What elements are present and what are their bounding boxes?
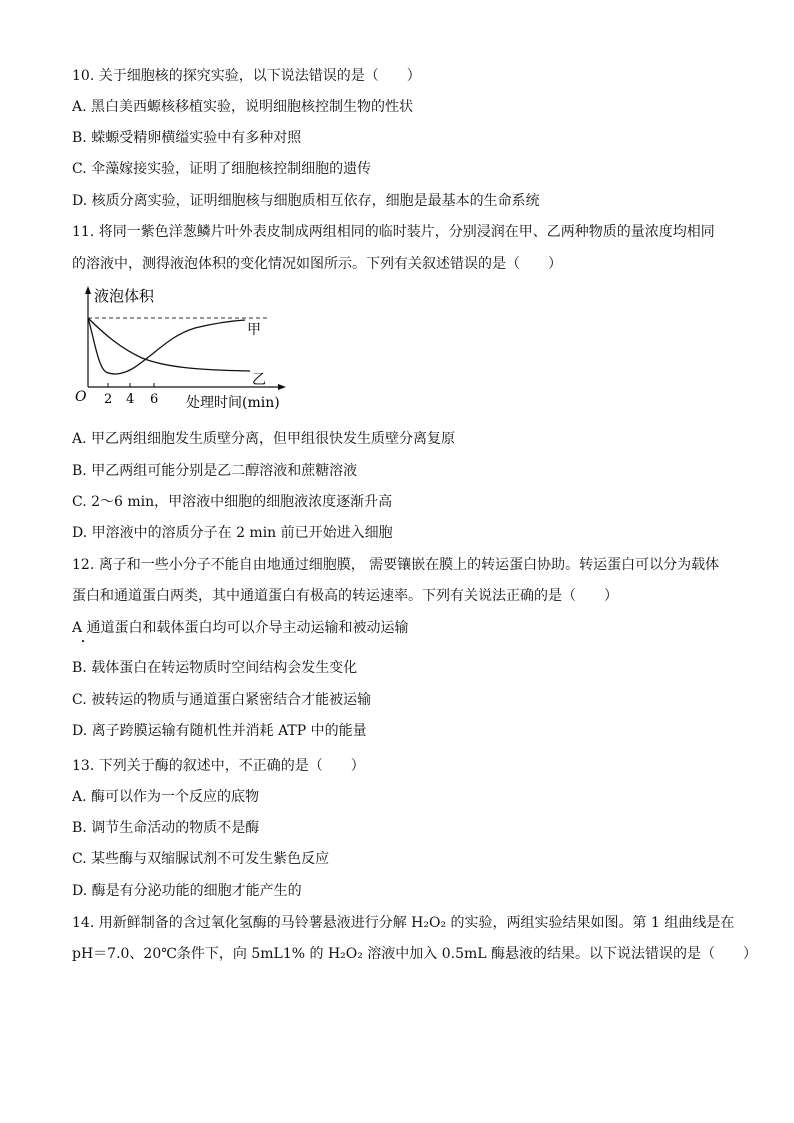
- q11-stem-line1: 11. 将同一紫色洋葱鳞片叶外表皮制成两组相同的临时装片，分别浸润在甲、乙两种物质的量浓度均相同: [72, 224, 715, 240]
- q11-stem-line2: 的溶液中，测得液泡体积的变化情况如图所示。下列有关叙述错误的是（ ）: [72, 256, 562, 272]
- q11-option-d: D. 甲溶液中的溶质分子在 2 min 前已开始进入细胞: [72, 525, 393, 541]
- q10-option-b: B. 蝾螈受精卵横缢实验中有多种对照: [72, 130, 302, 146]
- q10-option-d: D. 核质分离实验，证明细胞核与细胞质相互依存，细胞是最基本的生命系统: [72, 193, 540, 209]
- graph-ylabel: 液泡体积: [94, 287, 155, 305]
- tick-label-6: 6: [150, 392, 159, 407]
- q10-stem: 10. 关于细胞核的探究实验，以下说法错误的是（ ）: [72, 68, 421, 84]
- q13-option-a: A. 酶可以作为一个反应的底物: [72, 789, 260, 805]
- q12-stem-line1: 12. 离子和一些小分子不能自由地通过细胞膜， 需要镶嵌在膜上的转运蛋白协助。转运蛋白可以分为载体: [72, 557, 720, 573]
- curve-jia: [88, 318, 245, 374]
- y-axis-arrow: [85, 286, 91, 294]
- q12-option-a: A 通道蛋白和载体蛋白均可以介导主动运输和被动运输: [72, 620, 409, 636]
- curve-label-jia: 甲: [247, 322, 261, 338]
- q13-option-c: C. 某些酶与双缩脲试剂不可发生紫色反应: [72, 851, 330, 867]
- q12-stem-line2: 蛋白和通道蛋白两类，其中通道蛋白有极高的转运速率。下列有关说法正确的是（ ）: [72, 588, 618, 604]
- q11-option-b: B. 甲乙两组可能分别是乙二醇溶液和蔗糖溶液: [72, 463, 358, 479]
- q10-option-c: C. 伞藻嫁接实验，证明了细胞核控制细胞的遗传: [72, 161, 372, 177]
- q11-option-c: C. 2～6 min，甲溶液中细胞的细胞液浓度逐渐升高: [72, 494, 393, 510]
- q13-option-d: D. 酶是有分泌功能的细胞才能产生的: [72, 883, 302, 899]
- stray-dot-mark: [82, 640, 84, 642]
- x-axis-arrow: [278, 384, 286, 390]
- q12-option-d: D. 离子跨膜运输有随机性并消耗 ATP 中的能量: [72, 723, 367, 739]
- q11-option-a: A. 甲乙两组细胞发生质壁分离，但甲组很快发生质壁分离复原: [72, 431, 456, 447]
- q12-option-b: B. 载体蛋白在转运物质时空间结构会发生变化: [72, 660, 358, 676]
- graph-origin-label: O: [75, 389, 87, 405]
- q14-stem-line1: 14. 用新鲜制备的含过氧化氢酶的马铃薯悬液进行分解 H₂O₂ 的实验，两组实验结果如图。第 1 组曲线是在: [72, 915, 735, 931]
- curve-label-yi: 乙: [252, 372, 266, 388]
- q14-stem-line2: pH＝7.0、20℃条件下，向 5mL1% 的 H₂O₂ 溶液中加入 0.5mL 酶悬液的结果。以下说法错误的是（ ）: [72, 946, 758, 962]
- q13-stem: 13. 下列关于酶的叙述中，不正确的是（ ）: [72, 758, 365, 774]
- tick-label-4: 4: [126, 392, 135, 407]
- q13-option-b: B. 调节生命活动的物质不是酶: [72, 820, 260, 836]
- curve-yi: [88, 318, 250, 371]
- graph-xlabel: 处理时间(min): [186, 395, 280, 411]
- tick-label-2: 2: [104, 392, 113, 407]
- q10-option-a: A. 黑白美西螈核移植实验，说明细胞核控制生物的性状: [72, 99, 414, 115]
- q12-option-c: C. 被转运的物质与通道蛋白紧密结合才能被运输: [72, 692, 372, 708]
- q11-vacuole-volume-graph: [70, 283, 300, 413]
